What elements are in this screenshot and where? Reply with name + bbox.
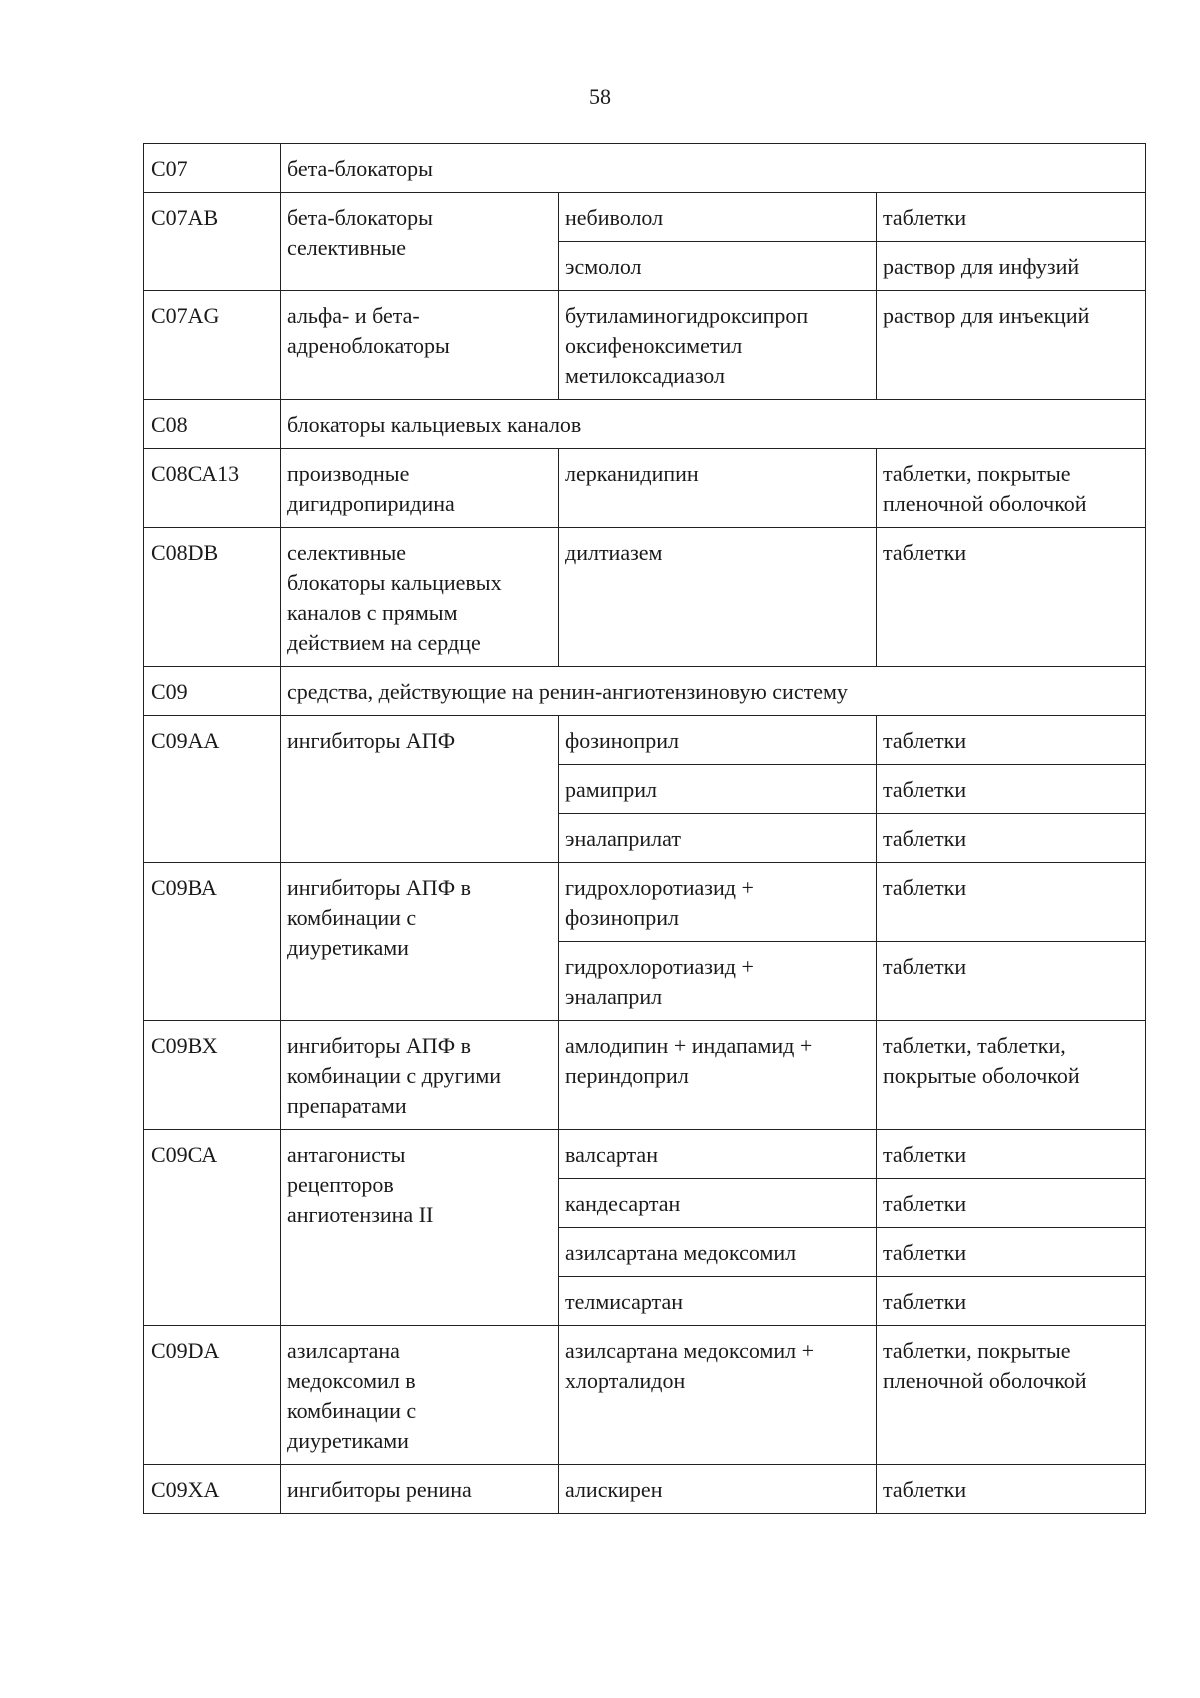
drug-name: кандесартан xyxy=(559,1179,877,1228)
table-row xyxy=(144,863,1146,942)
section-title: бета-блокаторы xyxy=(281,144,1146,193)
drug-name: дилтиазем xyxy=(559,528,877,667)
dosage-form: таблетки xyxy=(877,1277,1146,1326)
group-name: производные дигидропиридина xyxy=(281,449,559,528)
atc-code: С07AG xyxy=(144,291,281,400)
drug-name: азилсартана медоксомил + хлорталидон xyxy=(559,1326,877,1465)
atc-code: С07АВ xyxy=(144,193,281,291)
drug-name: телмисартан xyxy=(559,1277,877,1326)
atc-code: С09АА xyxy=(144,716,281,863)
table-row xyxy=(144,1130,1146,1179)
dosage-form: таблетки, таблетки, покрытые оболочкой xyxy=(877,1021,1146,1130)
drug-name: валсартан xyxy=(559,1130,877,1179)
atc-code: С09ВА xyxy=(144,863,281,1021)
dosage-form: таблетки xyxy=(877,193,1146,242)
table-row xyxy=(144,1326,1146,1465)
table-row xyxy=(144,193,1146,242)
atc-code: C08DB xyxy=(144,528,281,667)
dosage-form: таблетки xyxy=(877,863,1146,942)
atc-code: С09ВХ xyxy=(144,1021,281,1130)
group-name: селективные блокаторы кальциевых каналов с прямым действием на сердце xyxy=(281,528,559,667)
table-row xyxy=(144,1465,1146,1514)
table-row xyxy=(144,449,1146,528)
table-row xyxy=(144,528,1146,667)
drug-name: эсмолол xyxy=(559,242,877,291)
drug-name: эналаприлат xyxy=(559,814,877,863)
table-row xyxy=(144,291,1146,400)
table-row xyxy=(144,716,1146,765)
page-number: 58 xyxy=(589,84,611,109)
dosage-form: таблетки xyxy=(877,942,1146,1021)
group-name: ингибиторы АПФ в комбинации с диуретиками xyxy=(281,863,559,1021)
drug-table xyxy=(143,143,1146,1514)
section-header-row xyxy=(144,667,1146,716)
atc-code: С09 xyxy=(144,667,281,716)
group-name: ингибиторы ренина xyxy=(281,1465,559,1514)
dosage-form: раствор для инфузий xyxy=(877,242,1146,291)
section-header-row xyxy=(144,144,1146,193)
group-name: альфа- и бета- адреноблокаторы xyxy=(281,291,559,400)
dosage-form: таблетки xyxy=(877,814,1146,863)
group-name: азилсартана медоксомил в комбинации с диуретиками xyxy=(281,1326,559,1465)
drug-name: бутиламиногидроксипроп оксифеноксиметил метилоксадиазол xyxy=(559,291,877,400)
drug-name: алискирен xyxy=(559,1465,877,1514)
dosage-form: таблетки xyxy=(877,765,1146,814)
dosage-form: раствор для инъекций xyxy=(877,291,1146,400)
dosage-form: таблетки, покрытые пленочной оболочкой xyxy=(877,1326,1146,1465)
dosage-form: таблетки xyxy=(877,1130,1146,1179)
drug-name: амлодипин + индапамид + периндоприл xyxy=(559,1021,877,1130)
atc-code: С09DA xyxy=(144,1326,281,1465)
drug-name: рамиприл xyxy=(559,765,877,814)
section-title: блокаторы кальциевых каналов xyxy=(281,400,1146,449)
atc-code: С09СА xyxy=(144,1130,281,1326)
section-header-row xyxy=(144,400,1146,449)
drug-name: небиволол xyxy=(559,193,877,242)
group-name: ингибиторы АПФ xyxy=(281,716,559,863)
drug-name: фозиноприл xyxy=(559,716,877,765)
dosage-form: таблетки xyxy=(877,716,1146,765)
group-name: антагонисты рецепторов ангиотензина II xyxy=(281,1130,559,1326)
atc-code: С08 xyxy=(144,400,281,449)
section-title: средства, действующие на ренин-ангиотензиновую систему xyxy=(281,667,1146,716)
group-name: ингибиторы АПФ в комбинации с другими препаратами xyxy=(281,1021,559,1130)
group-name: бета-блокаторы селективные xyxy=(281,193,559,291)
atc-code: С07 xyxy=(144,144,281,193)
drug-name: азилсартана медоксомил xyxy=(559,1228,877,1277)
dosage-form: таблетки xyxy=(877,528,1146,667)
dosage-form: таблетки xyxy=(877,1465,1146,1514)
atc-code: С09ХА xyxy=(144,1465,281,1514)
drug-name: лерканидипин xyxy=(559,449,877,528)
table-row xyxy=(144,1021,1146,1130)
atc-code: С08СА13 xyxy=(144,449,281,528)
dosage-form: таблетки xyxy=(877,1179,1146,1228)
dosage-form: таблетки, покрытые пленочной оболочкой xyxy=(877,449,1146,528)
drug-name: гидрохлоротиазид + эналаприл xyxy=(559,942,877,1021)
dosage-form: таблетки xyxy=(877,1228,1146,1277)
drug-name: гидрохлоротиазид + фозиноприл xyxy=(559,863,877,942)
